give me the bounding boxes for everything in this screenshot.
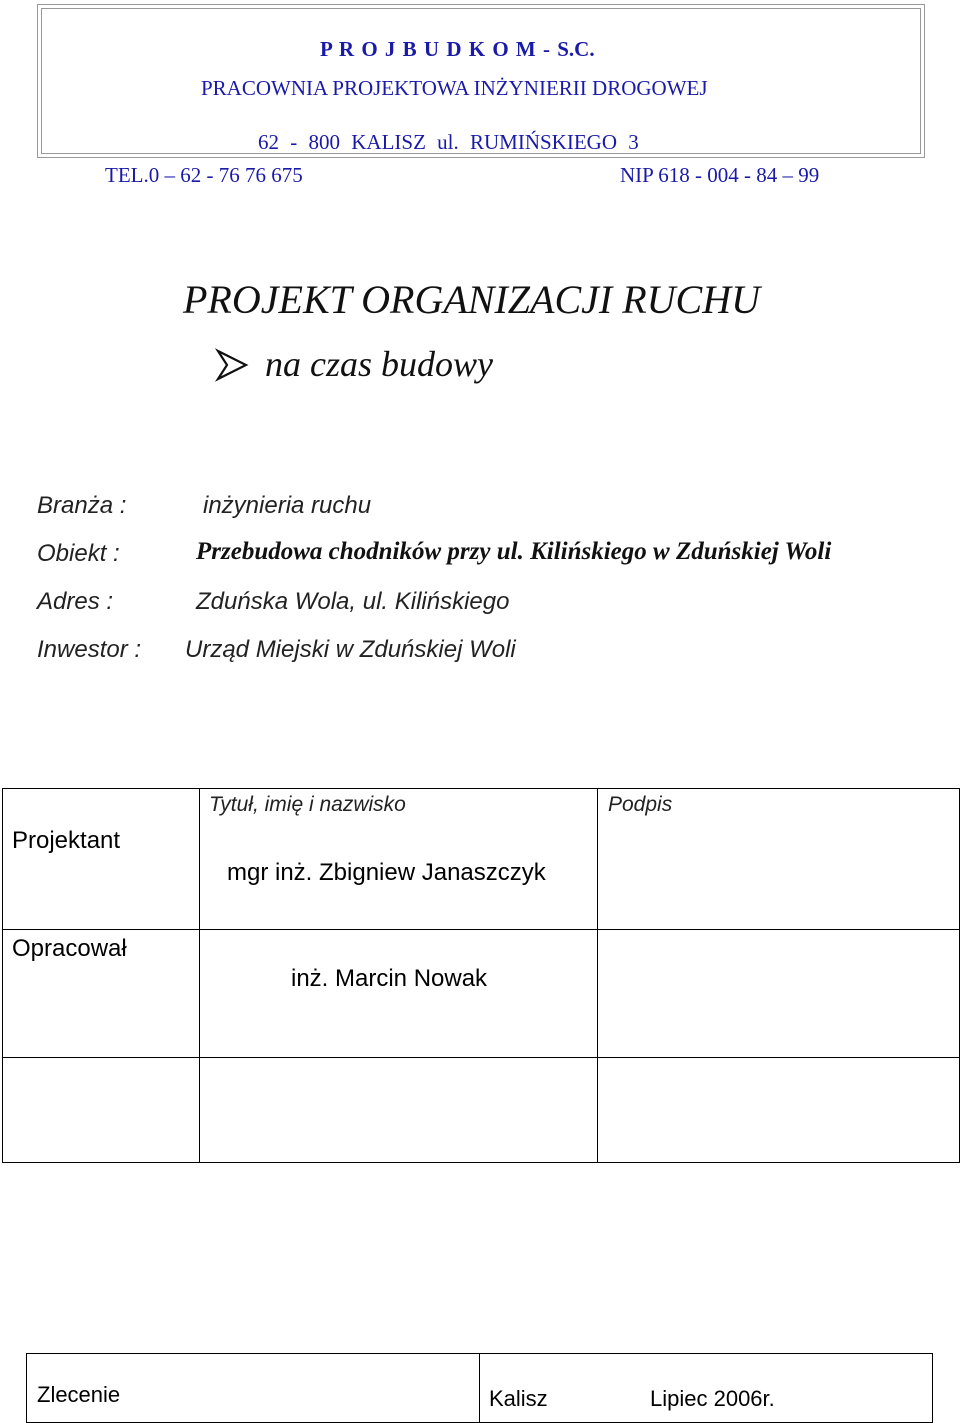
signature-column-header: Podpis bbox=[608, 793, 673, 816]
detail-label-branza: Branża : bbox=[37, 492, 127, 519]
empty-cell bbox=[3, 1058, 200, 1163]
detail-label-obiekt: Obiekt : bbox=[37, 540, 120, 567]
document-title: PROJEKT ORGANIZACJI RUCHU bbox=[183, 277, 760, 322]
name-column-header: Tytuł, imię i nazwisko bbox=[209, 793, 406, 816]
detail-value-obiekt: Przebudowa chodników przy ul. Kilińskiego w Zduńskiej Woli bbox=[196, 538, 832, 565]
order-place-date-cell bbox=[480, 1354, 933, 1423]
role-label: Projektant bbox=[12, 827, 121, 854]
order-label: Zlecenie bbox=[37, 1382, 121, 1407]
order-place: Kalisz bbox=[489, 1386, 548, 1411]
arrow-right-outline-icon bbox=[215, 348, 249, 382]
name-cell bbox=[200, 930, 598, 1058]
order-table bbox=[26, 1353, 933, 1423]
company-phone: TEL.0 – 62 - 76 76 675 bbox=[105, 163, 303, 187]
empty-cell bbox=[200, 1058, 598, 1163]
company-address: 62 - 800 KALISZ ul. RUMIŃSKIEGO 3 bbox=[258, 130, 639, 154]
detail-value-adres: Zduńska Wola, ul. Kilińskiego bbox=[196, 588, 510, 615]
company-name: P R O J B U D K O M - S.C. bbox=[320, 37, 595, 61]
empty-cell bbox=[598, 1058, 960, 1163]
role-label: Opracował bbox=[12, 935, 127, 962]
company-nip: NIP 618 - 004 - 84 – 99 bbox=[620, 163, 820, 187]
document-subtitle: na czas budowy bbox=[265, 344, 493, 384]
table-row bbox=[3, 1058, 960, 1163]
company-description: PRACOWNIA PROJEKTOWA INŻYNIERII DROGOWEJ bbox=[201, 76, 708, 100]
order-label-cell bbox=[27, 1354, 480, 1423]
designer-name: mgr inż. Zbigniew Janaszczyk bbox=[227, 859, 546, 886]
signature-cell bbox=[598, 789, 960, 930]
signature-cell bbox=[598, 930, 960, 1058]
detail-label-adres: Adres : bbox=[37, 588, 114, 615]
name-cell bbox=[200, 789, 598, 930]
table-row bbox=[3, 789, 960, 930]
role-cell bbox=[3, 789, 200, 930]
order-date: Lipiec 2006r. bbox=[650, 1386, 775, 1411]
detail-value-branza: inżynieria ruchu bbox=[203, 492, 372, 519]
detail-label-inwestor: Inwestor : bbox=[37, 636, 142, 663]
table-row bbox=[3, 930, 960, 1058]
preparer-name: inż. Marcin Nowak bbox=[291, 965, 488, 992]
detail-value-inwestor: Urząd Miejski w Zduńskiej Woli bbox=[185, 636, 516, 663]
role-cell bbox=[3, 930, 200, 1058]
signature-table bbox=[2, 788, 960, 1163]
